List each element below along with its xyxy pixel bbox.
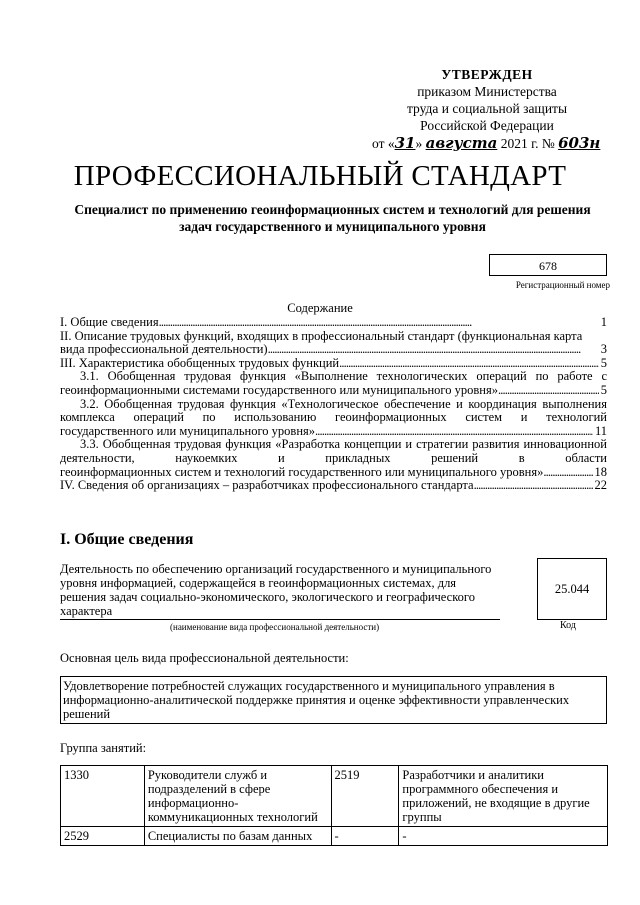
toc-entry-page: 11 <box>594 423 607 438</box>
occupation-name: Руководители служб и подразделений в сфере информационно-коммуникационных технологий <box>144 766 331 827</box>
toc-entry-page: 5 <box>600 382 607 397</box>
registration-number-label: Регистрационный номер <box>515 280 610 290</box>
toc-heading: Содержание <box>287 301 353 315</box>
toc-entry-label-cont: геоинформационных систем и технологий государственного или муниципального уровня» <box>60 464 544 479</box>
approval-line: Российской Федерации <box>420 118 554 133</box>
toc-entry-label-cont: вида профессиональной деятельности) <box>60 342 268 357</box>
occupation-code: - <box>331 827 399 846</box>
approval-stamp <box>372 66 602 134</box>
toc-entry[interactable] <box>60 479 607 493</box>
toc-entry[interactable] <box>60 357 607 371</box>
occupation-code: 2529 <box>61 827 145 846</box>
occupation-group-table <box>60 765 608 846</box>
order-prefix: от « <box>372 136 395 151</box>
toc-entry-page: 18 <box>594 464 607 479</box>
table-row <box>61 827 608 846</box>
order-mid: » <box>415 136 423 151</box>
document-subtitle: Специалист по применению геоинформационных систем и технологий для решения задач государственного и муниципального уровня <box>74 202 591 234</box>
toc-entry-label: 3.1. Обобщенная трудовая функция «Выполнение технологических операций по работе с <box>80 369 607 384</box>
order-day: 31 <box>394 134 416 152</box>
registration-number-box: 678 <box>489 254 607 276</box>
toc-entry[interactable] <box>60 316 607 330</box>
section-heading: I. Общие сведения <box>60 531 194 548</box>
toc-entry-label: IV. Сведения об организациях – разработчиках профессионального стандарта <box>60 478 474 493</box>
order-line <box>372 134 600 152</box>
activity-caption: (наименование вида профессиональной деятельности) <box>170 622 380 632</box>
toc-entry-page: 5 <box>600 355 607 370</box>
approval-line: приказом Министерства <box>417 84 557 99</box>
occupation-code: 2519 <box>331 766 399 827</box>
occupation-code: 1330 <box>61 766 145 827</box>
toc-entry[interactable] <box>60 438 607 479</box>
approval-line: труда и социальной защиты <box>406 101 568 116</box>
occupation-name: Разработчики и аналитики программного обеспечения и приложений, не входящие в другие группы <box>399 766 608 827</box>
order-year: 2021 г. № <box>497 136 559 151</box>
toc-entry-label: I. Общие сведения <box>60 315 159 329</box>
order-month: августа <box>425 134 498 152</box>
document-title: ПРОФЕССИОНАЛЬНЫЙ СТАНДАРТ <box>73 160 567 192</box>
table-of-contents <box>60 316 607 493</box>
toc-entry-page: 1 <box>600 315 607 329</box>
toc-entry-label-cont: государственного или муниципального уровня» <box>60 423 316 438</box>
toc-entry[interactable] <box>60 330 607 357</box>
toc-entry-label: II. Описание трудовых функций, входящих в профессиональный стандарт (функциональная карта <box>60 328 583 343</box>
code-caption: Код <box>560 620 576 631</box>
activity-name: Деятельность по обеспечению организаций государственного и муниципального уровня информацией, содержащейся в геоинформационных системах, для решения задач социально-экономического, экологического и географического характера <box>60 562 500 620</box>
group-label: Группа занятий: <box>60 741 147 755</box>
toc-entry-label: 3.3. Обобщенная трудовая функция «Разработка концепции и стратегии развития инновационной деятельности, наукоемких и прикладных решений в области <box>60 437 607 465</box>
order-number: 603н <box>558 134 601 152</box>
toc-entry-label-cont: геоинформационными системами государственного или муниципального уровня» <box>60 382 498 397</box>
occupation-name: Специалисты по базам данных <box>144 827 331 846</box>
occupation-name: - <box>399 827 608 846</box>
approval-title: УТВЕРЖДЕН <box>441 67 533 82</box>
toc-entry-label: 3.2. Обобщенная трудовая функция «Технологическое обеспечение и координация выполнения комплекса операций по использованию геоинформационных систем и технологий <box>60 396 607 425</box>
table-row <box>61 766 608 827</box>
toc-entry-page: 22 <box>594 478 607 493</box>
goal-label: Основная цель вида профессиональной деятельности: <box>60 651 349 665</box>
toc-entry[interactable] <box>60 398 607 439</box>
toc-entry-page: 3 <box>600 342 607 357</box>
toc-entry-label: III. Характеристика обобщенных трудовых функций <box>60 355 340 370</box>
activity-code-box: 25.044 <box>537 558 607 620</box>
toc-entry[interactable] <box>60 370 607 397</box>
goal-box: Удовлетворение потребностей служащих государственного и муниципального управления в информационно-аналитической поддержке принятия и оценке эффективности управленческих решений <box>60 676 607 724</box>
